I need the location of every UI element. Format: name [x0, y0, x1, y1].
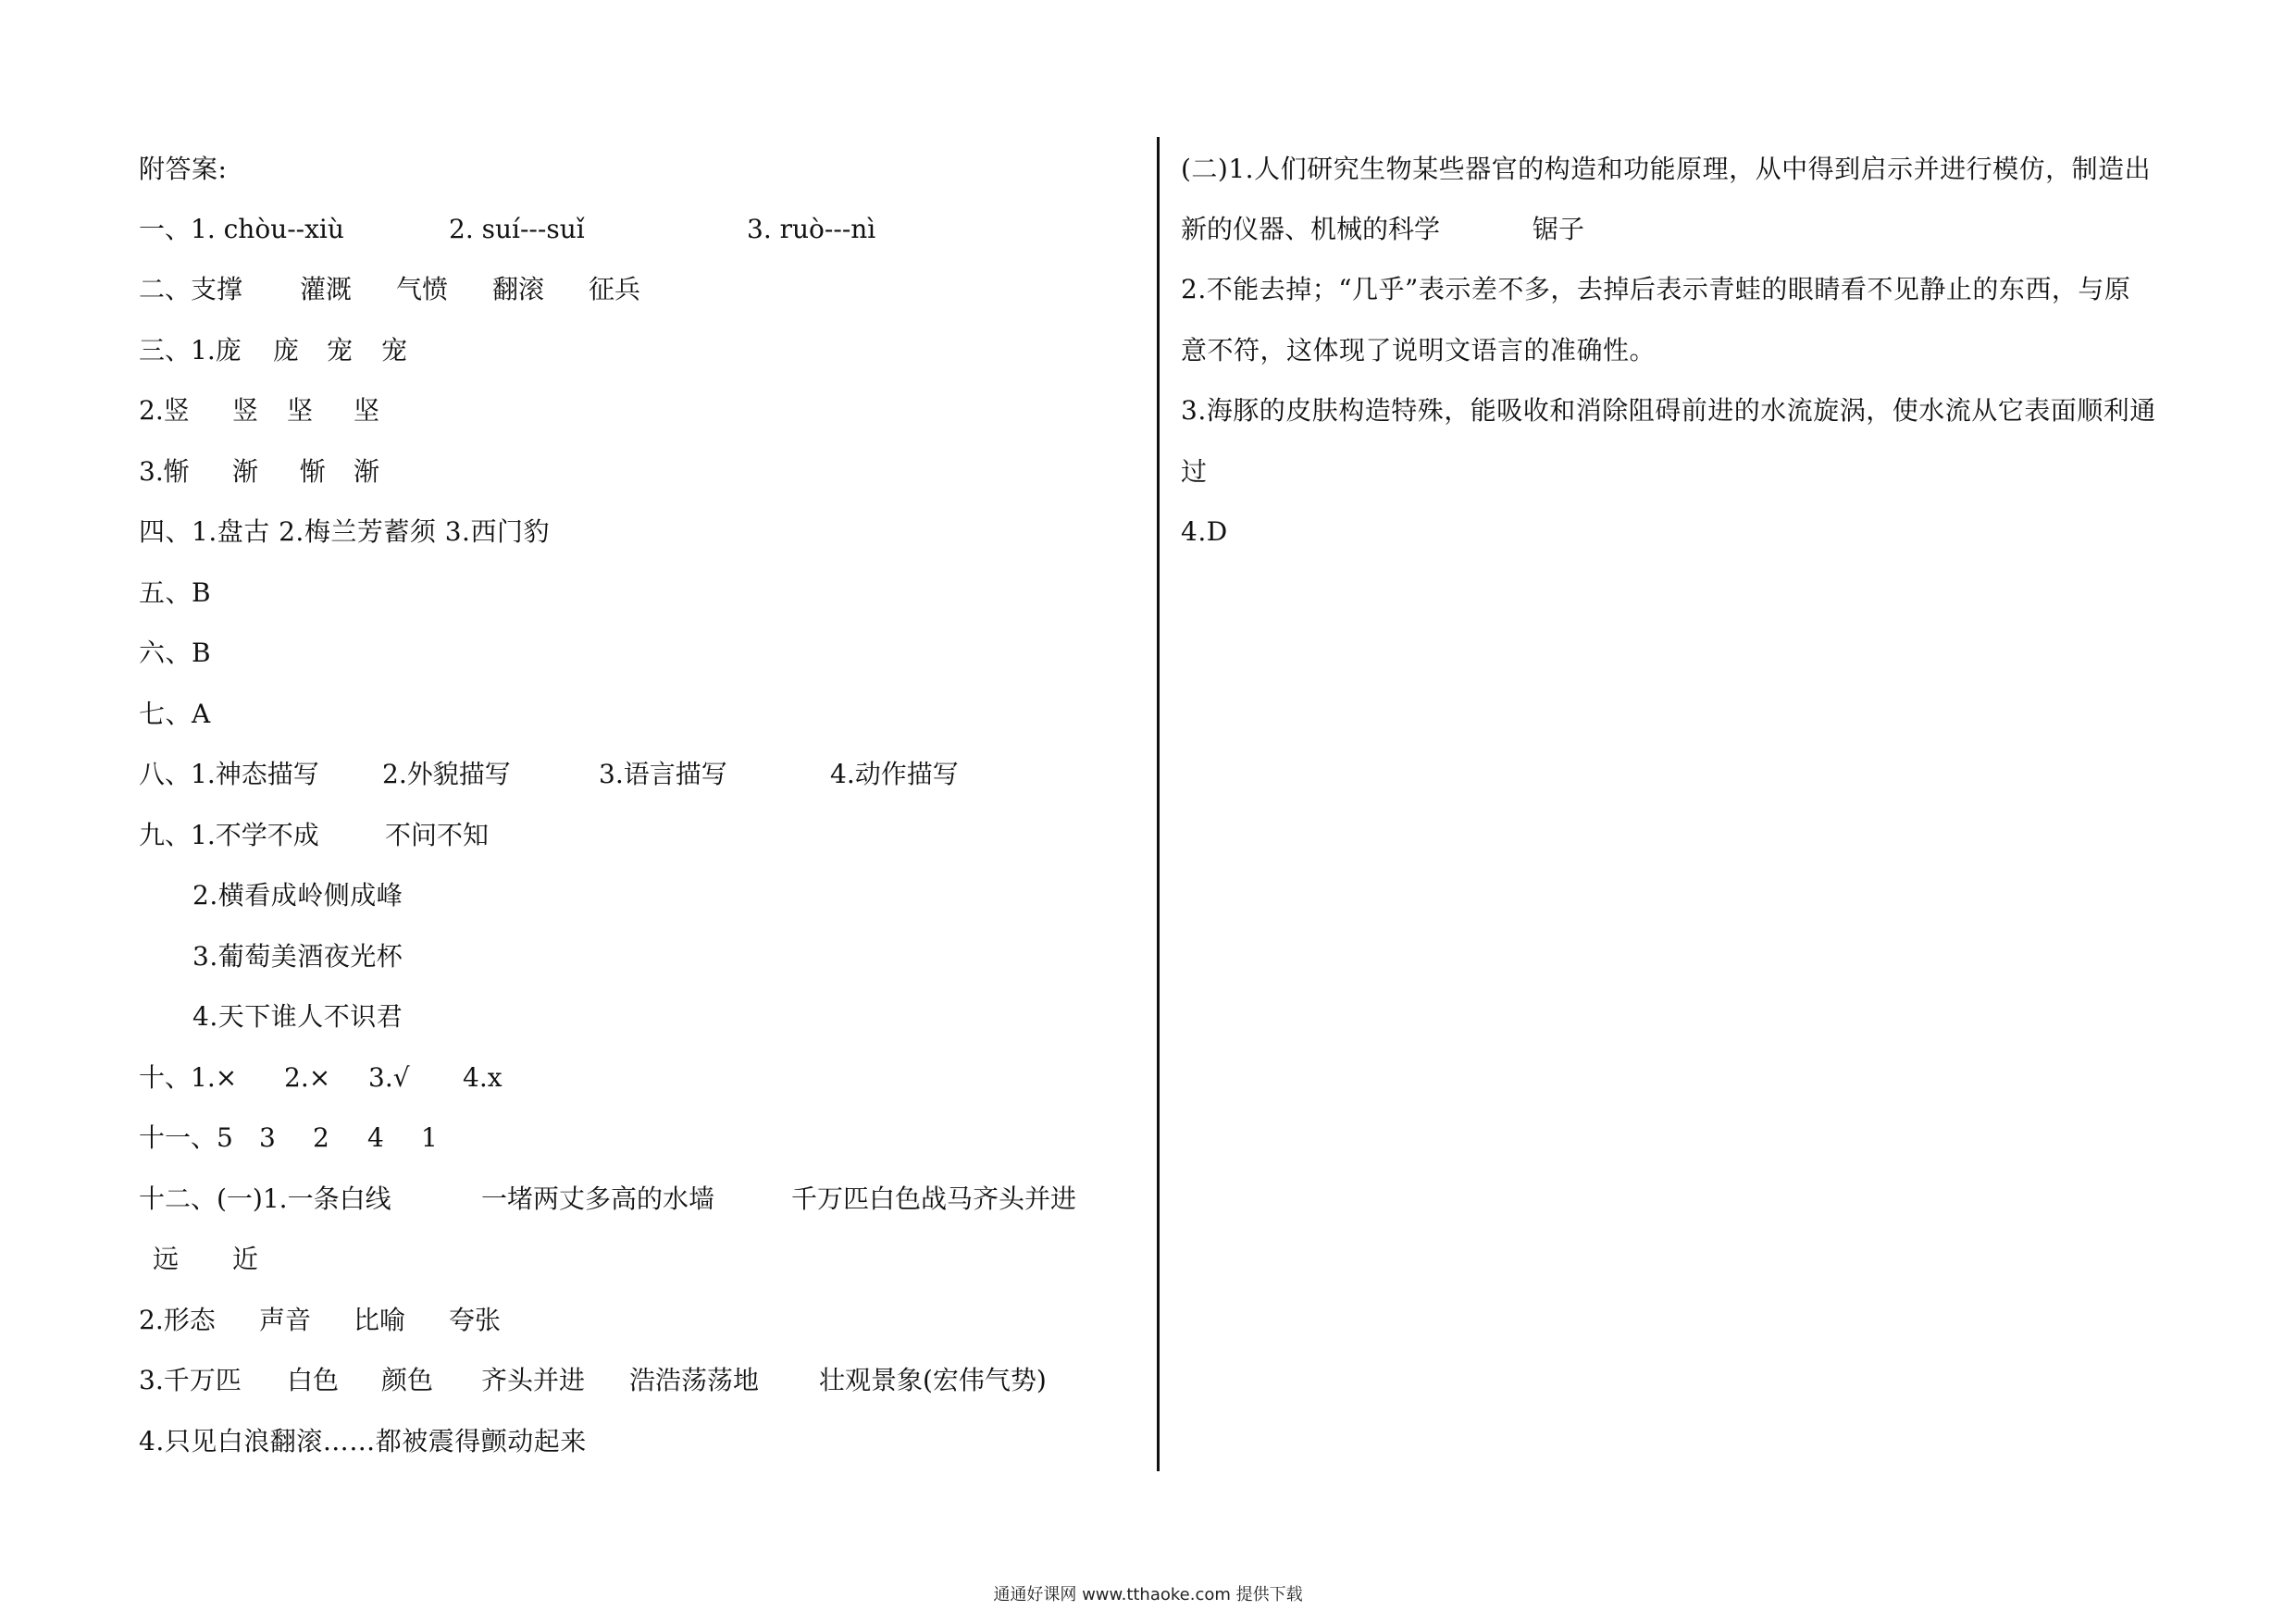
- answer-7: 七、A: [139, 699, 211, 729]
- answer-3a-item: 宠: [381, 335, 408, 365]
- answer-12b-near: 近: [232, 1244, 259, 1274]
- answer-r4: 4.D: [1181, 516, 1228, 547]
- answer-12e: 4.只见白浪翻滚……都被震得颤动起来: [139, 1426, 587, 1456]
- answer-11-item: 2: [313, 1122, 329, 1153]
- answer-8c: 3.语言描写: [599, 759, 727, 789]
- answer-r2a: 2.不能去掉；“几乎”表示差不多，去掉后表示青蛙的眼睛看不见静止的东西，与原: [1181, 274, 2131, 304]
- answer-12d-item: 浩浩荡荡地: [629, 1365, 760, 1395]
- answer-title: 附答案:: [139, 154, 228, 184]
- answer-r3b: 过: [1181, 456, 1208, 487]
- answer-11-item: 4: [367, 1122, 384, 1153]
- answer-3c-item: 渐: [354, 456, 380, 487]
- answer-r1c: 锯子: [1533, 214, 1585, 244]
- answer-10a: 十、1.×: [139, 1062, 238, 1093]
- answer-10d: 4.x: [463, 1062, 503, 1093]
- answer-3c-item: 惭: [300, 456, 327, 487]
- answer-r1b: 新的仪器、机械的科学: [1181, 214, 1441, 244]
- answer-8a: 八、1.神态描写: [139, 759, 319, 789]
- answer-2-item: 征兵: [589, 274, 641, 304]
- answer-2-label: 二、支撑: [139, 274, 243, 304]
- answer-12c: 千万匹白色战马齐头并进: [791, 1183, 1077, 1214]
- answer-9c: 3.葡萄美酒夜光杯: [192, 941, 403, 972]
- answer-2-item: 气愤: [396, 274, 449, 304]
- answer-9a2: 不问不知: [385, 820, 490, 850]
- answer-10b: 2.×: [284, 1062, 331, 1093]
- answer-1a: 一、1. chòu--xiù: [139, 214, 344, 244]
- answer-12d-item: 白色: [287, 1365, 340, 1395]
- answer-11-item: 3: [259, 1122, 276, 1153]
- footer-source: 通通好课网 www.tthaoke.com 提供下载: [993, 1585, 1303, 1604]
- column-divider: [1157, 137, 1160, 1471]
- answer-r1a: (二)1.人们研究生物某些器官的构造和功能原理，从中得到启示并进行模仿，制造出: [1181, 154, 2152, 184]
- answer-9d: 4.天下谁人不识君: [192, 1001, 403, 1032]
- answer-12d-label: 3.千万匹: [139, 1365, 242, 1395]
- answer-2-item: 翻滚: [492, 274, 545, 304]
- answer-3c-label: 3.惭: [139, 456, 190, 487]
- answer-12c-label: 2.形态: [139, 1305, 216, 1335]
- answer-11-item: 1: [421, 1122, 438, 1153]
- answer-8d: 4.动作描写: [830, 759, 959, 789]
- answer-3a-label: 三、1.庞: [139, 335, 242, 365]
- answer-6: 六、B: [139, 638, 212, 668]
- answer-11a: 十一、5: [139, 1122, 233, 1153]
- answer-3b-item: 坚: [354, 395, 380, 426]
- answer-12d-item: 齐头并进: [481, 1365, 586, 1395]
- answer-12d-item: 颜色: [381, 1365, 434, 1395]
- answer-3a-item: 庞: [273, 335, 300, 365]
- answer-r2b: 意不符，这体现了说明文语言的准确性。: [1181, 335, 1657, 365]
- answer-8b: 2.外貌描写: [382, 759, 511, 789]
- answer-12b-far: 远: [153, 1244, 180, 1274]
- answer-9a: 九、1.不学不成: [139, 820, 319, 850]
- answer-12d-item: 壮观景象(宏伟气势): [819, 1365, 1047, 1395]
- answer-3c-item: 渐: [232, 456, 259, 487]
- answer-3b-item: 竖: [232, 395, 259, 426]
- answer-12a: 十二、(一)1.一条白线: [139, 1183, 391, 1214]
- answer-1b: 2. suí---suǐ: [449, 214, 585, 244]
- answer-3b-label: 2.竖: [139, 395, 190, 426]
- answer-10c: 3.√: [368, 1062, 410, 1093]
- answer-12c-item: 声音: [259, 1305, 312, 1335]
- answer-5: 五、B: [139, 577, 212, 608]
- answer-3b-item: 坚: [287, 395, 314, 426]
- answer-2-item: 灌溉: [300, 274, 353, 304]
- answer-1c: 3. ruò---nì: [747, 214, 876, 244]
- answer-3a-item: 宠: [327, 335, 354, 365]
- answer-9b: 2.横看成岭侧成峰: [192, 880, 403, 911]
- answer-12c-item: 夸张: [449, 1305, 502, 1335]
- answer-12c-item: 比喻: [354, 1305, 406, 1335]
- answer-r3a: 3.海豚的皮肤构造特殊，能吸收和消除阻碍前进的水流旋涡，使水流从它表面顺利通: [1181, 395, 2156, 426]
- answer-12b: 一堵两丈多高的水墙: [481, 1183, 715, 1214]
- answer-4: 四、1.盘古 2.梅兰芳蓄须 3.西门豹: [139, 516, 550, 547]
